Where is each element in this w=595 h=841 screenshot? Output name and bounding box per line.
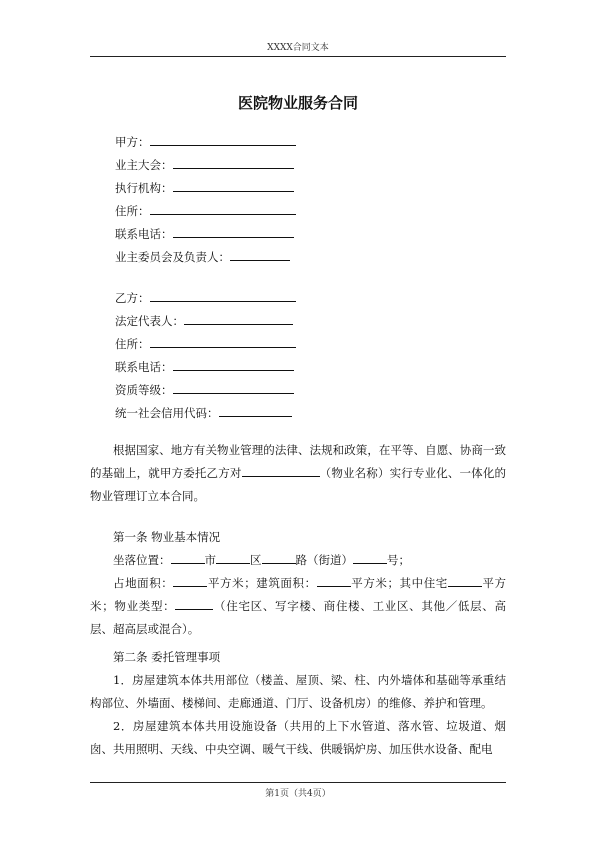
district-unit: 区: [250, 553, 262, 567]
representative-label: 法定代表人：: [115, 314, 184, 328]
committee-field: [115, 246, 296, 269]
credit-code-label: 统一社会信用代码：: [115, 406, 219, 420]
build-area-label: 平方米；建筑面积：: [207, 576, 317, 590]
article-2-item-2: 2．房屋建筑本体共用设施设备（共用的上下水管道、落水管、垃圾道、烟囱、共用照明、天线、中央空调、暖气干线、供暖锅炉房、加压供水设备、配电: [90, 719, 506, 756]
representative-input[interactable]: [184, 312, 293, 325]
party-b-input[interactable]: [150, 289, 296, 302]
party-b-address-input[interactable]: [150, 335, 296, 348]
property-type-blank[interactable]: [175, 597, 213, 610]
article-2-section: [90, 646, 506, 761]
road-blank[interactable]: [262, 551, 296, 564]
preamble-paragraph: [90, 439, 506, 508]
number-blank[interactable]: [353, 551, 387, 564]
qualification-field: [115, 379, 296, 402]
party-b-label: 乙方：: [115, 291, 150, 305]
party-b-address-label: 住所：: [115, 337, 150, 351]
area-paragraph: [90, 572, 506, 641]
qualification-input[interactable]: [173, 381, 294, 394]
area-label: 占地面积：: [113, 576, 174, 590]
residential-area-blank[interactable]: [448, 574, 482, 587]
preamble-text-1: 根据国家、地方有关物业管理的法律、法规和政策，在平等、自愿、协商一致的基础上，就甲方委托乙方对: [90, 443, 506, 480]
property-types-text: （住宅区、写字楼、商住楼、工业区、其他／低层、高层、超高层或混合）。: [90, 599, 507, 636]
party-a-address-label: 住所：: [115, 204, 150, 218]
preamble-text-2: （物业名称）实行专业化、一体化的物业管理订立本合同。: [90, 466, 506, 503]
executive-body-label: 执行机构：: [115, 181, 173, 195]
property-type-label: 平方米；物业类型：: [90, 576, 507, 613]
party-b-phone-label: 联系电话：: [115, 360, 173, 374]
party-a-phone-input[interactable]: [173, 225, 294, 238]
party-a-block: [115, 131, 296, 269]
number-unit: 号；: [387, 553, 410, 567]
executive-body-input[interactable]: [173, 179, 294, 192]
running-header: XXXX合同文本: [90, 40, 506, 57]
representative-field: [115, 310, 296, 333]
article-1-section: [90, 526, 506, 641]
article-1-heading: 第一条 物业基本情况: [113, 530, 221, 544]
district-blank[interactable]: [216, 551, 250, 564]
committee-input[interactable]: [230, 248, 290, 261]
party-a-phone-label: 联系电话：: [115, 227, 173, 241]
party-a-phone-field: [115, 223, 296, 246]
property-name-blank[interactable]: [242, 464, 320, 477]
party-b-block: [115, 287, 296, 425]
credit-code-field: [115, 402, 296, 425]
party-b-field: [115, 287, 296, 310]
party-a-input[interactable]: [150, 133, 296, 146]
land-area-blank[interactable]: [173, 574, 207, 587]
city-blank[interactable]: [171, 551, 205, 564]
page-footer: 第1页（共4页）: [90, 782, 506, 799]
build-area-blank[interactable]: [317, 574, 351, 587]
article-2-heading: 第二条 委托管理事项: [113, 650, 221, 664]
article-2-item-1: 1．房屋建筑本体共用部位（楼盖、屋顶、梁、柱、内外墙体和基础等承重结构部位、外墙面、楼梯间、走廊通道、门厅、设备机房）的维修、养护和管理。: [90, 673, 506, 710]
document-title: 医院物业服务合同: [237, 94, 358, 112]
party-b-address-field: [115, 333, 296, 356]
owners-assembly-input[interactable]: [173, 156, 294, 169]
party-b-phone-field: [115, 356, 296, 379]
party-a-address-field: [115, 200, 296, 223]
party-a-field: [115, 131, 296, 154]
residential-area-label: 平方米；其中住宅: [350, 576, 448, 590]
committee-label: 业主委员会及负责人：: [115, 250, 230, 264]
party-a-label: 甲方：: [115, 135, 150, 149]
qualification-label: 资质等级：: [115, 383, 173, 397]
owners-assembly-label: 业主大会：: [115, 158, 173, 172]
executive-body-field: [115, 177, 296, 200]
party-a-address-input[interactable]: [150, 202, 296, 215]
preamble-section: [90, 439, 506, 508]
credit-code-input[interactable]: [219, 404, 292, 417]
location-line: [90, 549, 506, 572]
owners-assembly-field: [115, 154, 296, 177]
city-unit: 市: [204, 553, 216, 567]
party-b-phone-input[interactable]: [173, 358, 294, 371]
road-unit: 路（街道）: [295, 553, 353, 567]
location-label: 坐落位置：: [113, 553, 171, 567]
